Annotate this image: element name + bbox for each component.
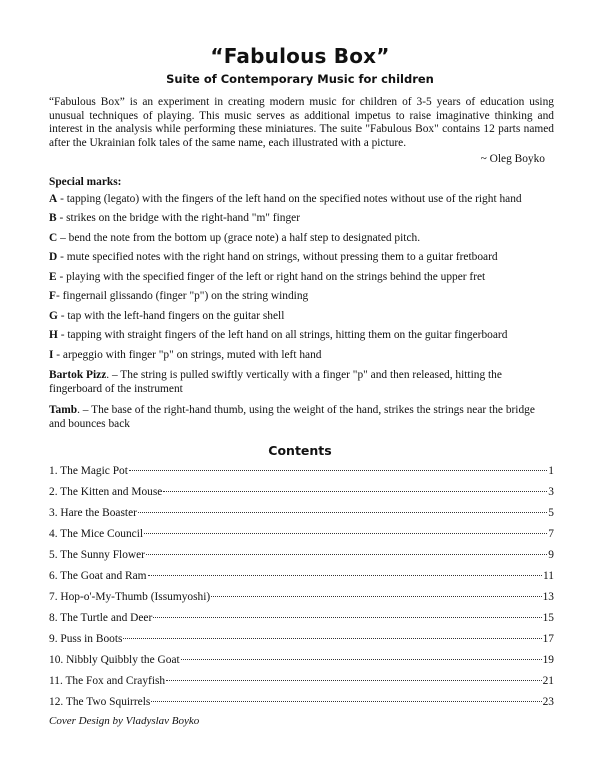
toc-leader — [129, 469, 547, 471]
toc-label: 9. Puss in Boots — [49, 633, 123, 645]
special-mark-item — [49, 271, 554, 285]
toc-label: 5. The Sunny Flower — [49, 549, 145, 561]
toc-entry[interactable] — [49, 464, 554, 480]
mark-key: B — [49, 212, 57, 224]
mark-text: . – The string is pulled swiftly vertically with a finger "p" and then released, hitting the fingerboard of the instrument — [49, 369, 502, 395]
toc-entry[interactable] — [49, 611, 554, 627]
toc-entry[interactable] — [49, 632, 554, 648]
toc-leader — [181, 658, 542, 660]
toc-page: 17 — [542, 633, 554, 645]
mark-key: Tamb — [49, 404, 78, 416]
toc-label: 10. Nibbly Quibbly the Goat — [49, 654, 180, 666]
toc-label: 1. The Magic Pot — [49, 465, 128, 477]
toc-label: 11. The Fox and Crayfish — [49, 675, 166, 687]
special-mark-item — [49, 369, 554, 396]
toc-page: 3 — [548, 486, 554, 498]
toc-leader — [151, 700, 541, 702]
toc-leader — [146, 553, 547, 555]
mark-text: - tapping with straight fingers of the left hand on all strings, hitting them on the guitar fingerboard — [57, 329, 508, 341]
toc-leader — [123, 637, 541, 639]
special-mark-item — [49, 212, 554, 226]
toc-label: 6. The Goat and Ram — [49, 570, 147, 582]
toc-entry[interactable] — [49, 569, 554, 585]
toc-page: 1 — [548, 465, 554, 477]
toc-label: 4. The Mice Council — [49, 528, 144, 540]
mark-text: - playing with the specified finger of the left or right hand on the strings behind the upper fret — [56, 271, 486, 283]
toc-leader — [138, 511, 547, 513]
toc-page: 9 — [548, 549, 554, 561]
toc-leader — [148, 574, 542, 576]
special-mark-item — [49, 290, 554, 304]
mark-text: . – The base of the right-hand thumb, using the weight of the hand, strikes the strings near the bridge and bounces back — [49, 404, 535, 430]
mark-key: D — [49, 251, 58, 263]
page-subtitle: Suite of Contemporary Music for children — [166, 72, 434, 86]
mark-text: – bend the note from the bottom up (grace note) a half step to designated pitch. — [57, 232, 421, 244]
mark-text: - mute specified notes with the right hand on strings, without pressing them to a guitar fretboard — [57, 251, 498, 263]
mark-key: C — [49, 232, 58, 244]
mark-text: - tap with the left-hand fingers on the guitar shell — [57, 310, 285, 322]
mark-text: - arpeggio with finger "p" on strings, muted with left hand — [53, 349, 322, 361]
toc-entry[interactable] — [49, 695, 554, 711]
toc-leader — [153, 616, 541, 618]
toc-label: 2. The Kitten and Mouse — [49, 486, 163, 498]
toc-entry[interactable] — [49, 527, 554, 543]
special-mark-item — [49, 232, 554, 246]
toc-page: 11 — [543, 570, 554, 582]
toc-leader — [166, 679, 542, 681]
special-marks-heading: Special marks: — [49, 176, 122, 188]
mark-key: E — [49, 271, 57, 283]
toc-label: 12. The Two Squirrels — [49, 696, 151, 708]
mark-key: A — [49, 193, 58, 205]
mark-key: I — [49, 349, 54, 361]
special-mark-item — [49, 404, 554, 431]
toc-page: 19 — [542, 654, 554, 666]
toc-label: 8. The Turtle and Deer — [49, 612, 153, 624]
toc-leader — [211, 595, 541, 597]
toc-entry[interactable] — [49, 548, 554, 564]
mark-text: - fingernail glissando (finger "p") on the string winding — [55, 290, 309, 302]
toc-entry[interactable] — [49, 653, 554, 669]
special-mark-item — [49, 310, 554, 324]
intro-paragraph: “Fabulous Box” is an experiment in creating modern music for children of 3-5 years of education using unusual techniques of playing. This music serves as additional impetus to raise imaginative thinking and interest in the analysis while performing these miniatures. The suite "Fabulous Box" contains 12 parts named after the Ukrainian folk tales of the same name, each illustrated with a picture. — [49, 96, 554, 149]
mark-key: H — [49, 329, 58, 341]
toc-leader — [144, 532, 547, 534]
toc-entry[interactable] — [49, 485, 554, 501]
toc-label: 7. Hop-o'-My-Thumb (Issumyoshi) — [49, 591, 211, 603]
special-mark-item — [49, 251, 554, 265]
special-mark-item — [49, 329, 554, 343]
toc-page: 23 — [542, 696, 554, 708]
toc-entry[interactable] — [49, 674, 554, 690]
author-signature: ~ Oleg Boyko — [480, 153, 545, 165]
toc-entry[interactable] — [49, 590, 554, 606]
mark-text: - tapping (legato) with the fingers of the left hand on the specified notes without use of the right hand — [57, 193, 522, 205]
toc-leader — [163, 490, 547, 492]
special-mark-item — [49, 193, 554, 207]
mark-key: F — [49, 290, 56, 302]
special-mark-item — [49, 349, 554, 363]
toc-entry[interactable] — [49, 506, 554, 522]
toc-page: 15 — [542, 612, 554, 624]
toc-page: 5 — [548, 507, 554, 519]
contents-heading: Contents — [268, 443, 332, 458]
mark-key: Bartok Pizz — [49, 369, 107, 381]
cover-credit: Cover Design by Vladyslav Boyko — [49, 715, 200, 727]
toc-page: 7 — [548, 528, 554, 540]
toc-label: 3. Hare the Boaster — [49, 507, 137, 519]
toc-page: 13 — [542, 591, 554, 603]
page-title: “Fabulous Box” — [210, 44, 390, 68]
toc-page: 21 — [542, 675, 554, 687]
mark-text: - strikes on the bridge with the right-hand "m" finger — [56, 212, 300, 224]
mark-key: G — [49, 310, 58, 322]
